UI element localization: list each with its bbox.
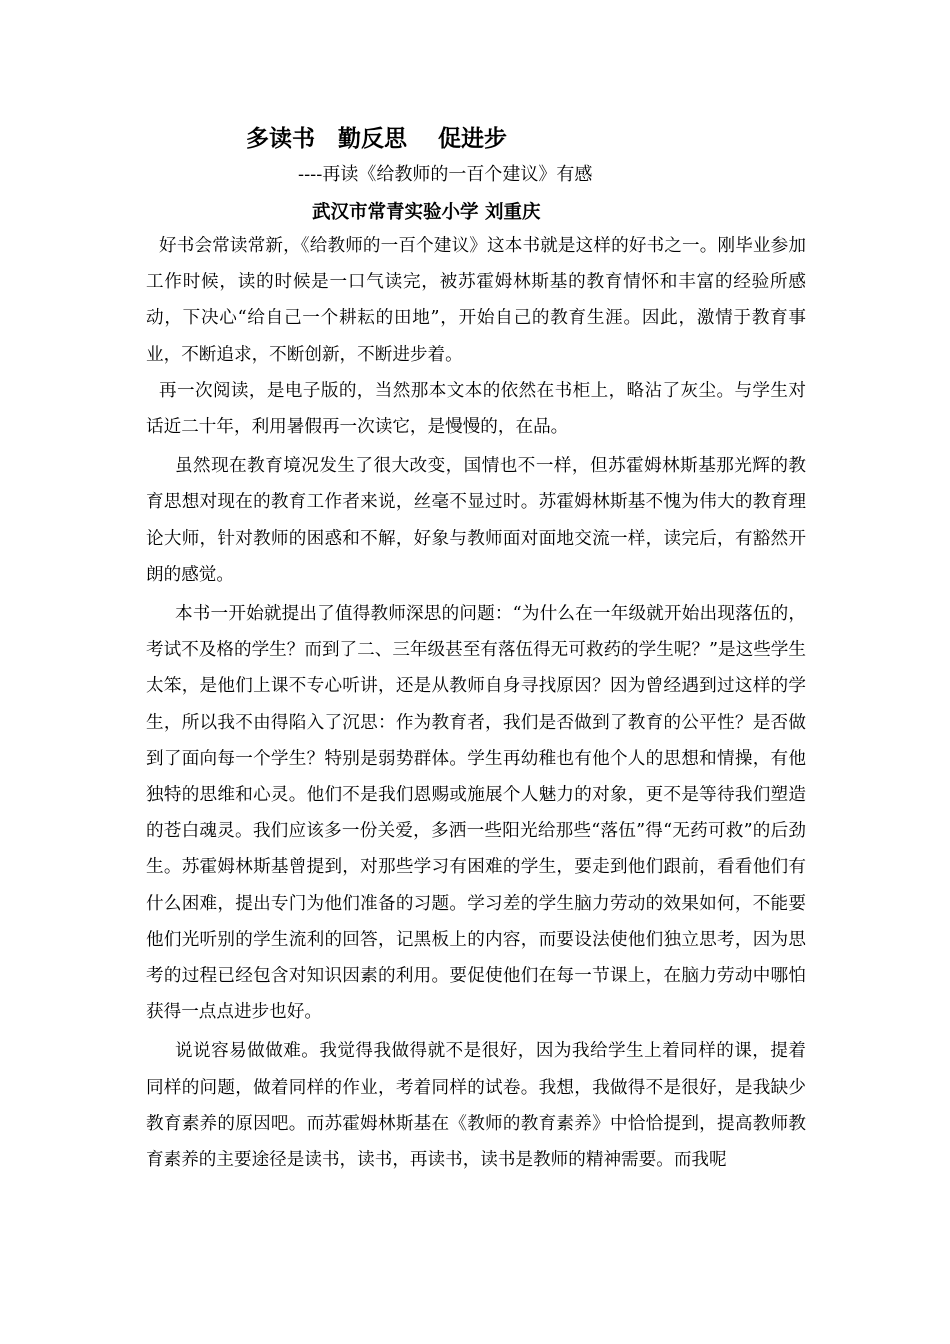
paragraph: 说说容易做做难。我觉得我做得就不是很好，因为我给学生上着同样的课，提着同样的问题，做着同样的作业，考着同样的试卷。我想，我做得不是很好，是我缺少教育素养的原因吧。而苏霍姆林斯基在《教师的教育素养》中恰恰提到，提高教师教育素养的主要途径是读书，读书，再读书，读书是教师的精神需要。而我呢 — [146, 1041, 806, 1171]
document-body — [146, 228, 806, 1178]
paragraph: 再一次阅读，是电子版的，当然那本文本的依然在书柜上，略沾了灰尘。与学生对话近二十年，利用暑假再一次读它，是慢慢的，在品。 — [146, 380, 806, 438]
document-subtitle: ----再读《给教师的一百个建议》有感 — [298, 164, 593, 185]
document-title: 多读书 勤反思 促进步 — [246, 126, 508, 152]
document-author: 武汉市常青实验小学 刘重庆 — [312, 202, 541, 223]
paragraph: 本书一开始就提出了值得教师深思的问题：“为什么在一年级就开始出现落伍的，考试不及格的学生？而到了二、三年级甚至有落伍得无可救药的学生呢？”是这些学生太笨，是他们上课不专心听讲，还是从教师自身寻找原因？因为曾经遇到过这样的学生，所以我不由得陷入了沉思：作为教育者，我们是否做到了教育的公平性？是否做到了面向每一个学生？特别是弱势群体。学生再幼稚也有他个人的思想和情操，有他独特的思维和心灵。他们不是我们恩赐或施展个人魅力的对象，更不是等待我们塑造的苍白魂灵。我们应该多一份关爱，多洒一些阳光给那些“落伍”得“无药可救”的后劲生。苏霍姆林斯基曾提到，对那些学习有困难的学生，要走到他们跟前，看看他们有什么困难，提出专门为他们准备的习题。学习差的学生脑力劳动的效果如何，不能要他们光听别的学生流利的回答，记黑板上的内容，而要设法使他们独立思考，因为思考的过程已经包含对知识因素的利用。要促使他们在每一节课上，在脑力劳动中哪怕获得一点点进步也好。 — [146, 604, 806, 1023]
paragraph: 好书会常读常新，《给教师的一百个建议》这本书就是这样的好书之一。刚毕业参加工作时候，读的时候是一口气读完，被苏霍姆林斯基的教育情怀和丰富的经验所感动，下决心“给自己一个耕耘的田地”，开始自己的教育生涯。因此，激情于教育事业，不断追求，不断创新，不断进步着。 — [146, 236, 806, 365]
paragraph: 虽然现在教育境况发生了很大改变，国情也不一样，但苏霍姆林斯基那光辉的教育思想对现在的教育工作者来说，丝毫不显过时。苏霍姆林斯基不愧为伟大的教育理论大师，针对教师的困惑和不解，好象与教师面对面地交流一样，读完后，有豁然开朗的感觉。 — [146, 456, 806, 585]
